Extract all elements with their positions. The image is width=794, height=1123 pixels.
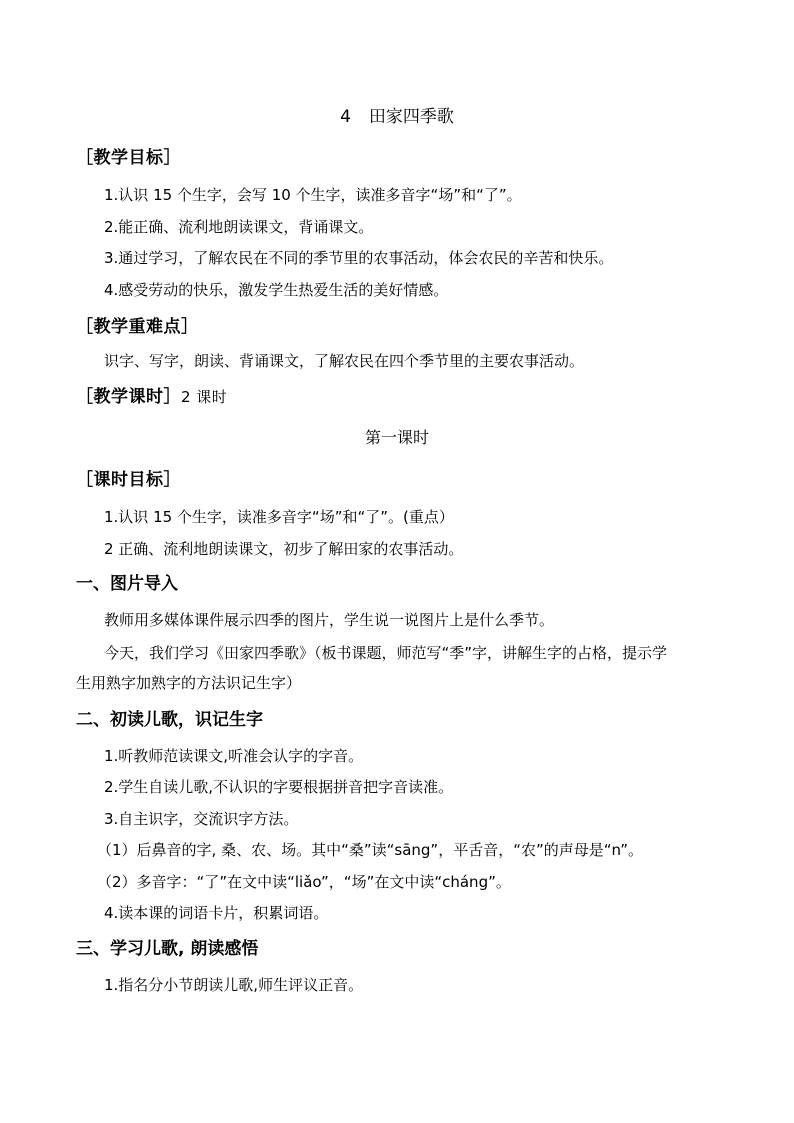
hours-heading: ［教学课时］ <box>76 387 181 407</box>
lesson-title: 田家四季歌 <box>368 107 454 127</box>
part2-line: 1.听教师范读课文,听准会认字的字音。 <box>104 747 364 765</box>
goal-item: 2.能正确、流利地朗读课文，背诵课文。 <box>104 218 374 236</box>
key-points-heading: ［教学重难点］ <box>76 317 199 337</box>
part2-heading: 二、初读儿歌，识记生字 <box>76 710 263 730</box>
lesson-goals-heading: ［课时目标］ <box>76 470 181 490</box>
document-title <box>0 106 794 128</box>
part1-heading: 一、图片导入 <box>76 574 178 594</box>
goal-item: 3.通过学习，了解农民在不同的季节里的农事活动，体会农民的辛苦和快乐。 <box>104 249 614 267</box>
goal-item: 4.感受劳动的快乐，激发学生热爱生活的美好情感。 <box>104 281 449 299</box>
part3-line: 1.指名分小节朗读儿歌,师生评议正音。 <box>104 976 364 994</box>
part2-line: 4.读本课的词语卡片，积累词语。 <box>104 904 329 922</box>
lesson-goal-item: 1.认识 15 个生字，读准多音字“场”和“了”。(重点） <box>104 508 454 526</box>
part2-line: 2.学生自读儿歌,不认识的字要根据拼音把字音读准。 <box>104 778 454 796</box>
hours-line <box>76 386 227 408</box>
part2-line: （2）多音字：“了”在文中读“liǎo”，“场”在文中读“cháng”。 <box>97 873 511 891</box>
part2-line: （1）后鼻音的字, 桑、农、场。其中“桑”读“sāng”，平舌音，“农”的声母是“n”。 <box>97 841 643 859</box>
lesson-subtitle: 第一课时 <box>364 428 429 447</box>
part1-line: 今天，我们学习《田家四季歌》（板书课题，师范写“季”字，讲解生字的占格，提示学 <box>104 644 668 662</box>
part2-line: 3.自主识字，交流识字方法。 <box>104 810 299 828</box>
goals-heading: ［教学目标］ <box>76 148 181 168</box>
part3-heading: 三、学习儿歌, 朗读感悟 <box>76 939 259 959</box>
key-points-text: 识字、写字，朗读、背诵课文，了解农民在四个季节里的主要农事活动。 <box>104 352 585 370</box>
lesson-number: 4 <box>340 107 351 127</box>
part1-line: 生用熟字加熟字的方法识记生字） <box>76 674 302 692</box>
part1-line: 教师用多媒体课件展示四季的图片，学生说一说图片上是什么季节。 <box>104 611 555 629</box>
lesson-goal-item: 2 正确、流利地朗读课文，初步了解田家的农事活动。 <box>104 540 464 558</box>
goal-item: 1.认识 15 个生字，会写 10 个生字，读准多音字“场”和“了”。 <box>104 186 522 204</box>
hours-value: 2 课时 <box>181 388 228 406</box>
